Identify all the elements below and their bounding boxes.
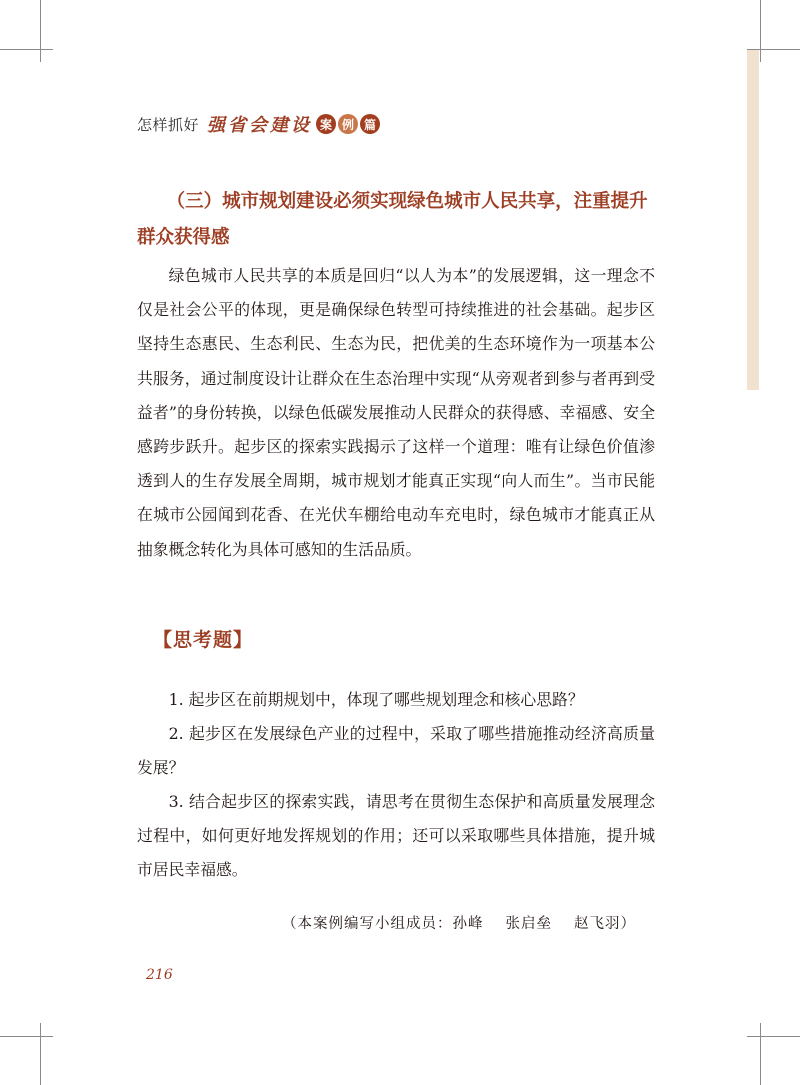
crop-mark xyxy=(0,49,53,50)
running-head xyxy=(137,110,380,138)
page-number: 216 xyxy=(146,967,173,983)
credits-member: 赵飞羽 xyxy=(574,916,621,932)
credits-member: 张启垒 xyxy=(505,916,552,932)
section-title: （三）城市规划建设必须实现绿色城市人民共享，注重提升群众获得感 xyxy=(137,191,648,248)
crop-mark xyxy=(760,1023,761,1085)
think-heading: 【思考题】 xyxy=(153,629,254,651)
question-item: 3. 结合起步区的探索实践，请思考在贯彻生态保护和高质量发展理念过程中，如何更好地发挥规划的作用；还可以采取哪些具体措施，提升城市居民幸福感。 xyxy=(137,792,655,880)
crop-mark xyxy=(0,1036,53,1037)
page-edge-color-strip xyxy=(747,50,759,390)
credits-prefix: （本案例编写小组成员： xyxy=(282,916,453,932)
running-head-badge: 例 xyxy=(338,114,358,134)
running-head-emphasis: 强省会建设 xyxy=(207,115,313,136)
running-head-badge: 案 xyxy=(316,114,336,134)
running-head-badge: 篇 xyxy=(360,114,380,134)
question-item: 1. 起步区在前期规划中，体现了哪些规划理念和核心思路？ xyxy=(168,690,584,709)
credits-member: 孙峰 xyxy=(452,916,484,932)
question-item: 2. 起步区在发展绿色产业的过程中，采取了哪些措施推动经济高质量发展？ xyxy=(137,724,655,778)
credits-suffix: ） xyxy=(620,916,636,932)
crop-mark xyxy=(40,0,41,62)
crop-mark xyxy=(40,1023,41,1085)
author-credits xyxy=(282,912,636,933)
running-head-prefix: 怎样抓好 xyxy=(137,115,200,134)
body-paragraph: 绿色城市人民共享的本质是回归“以人为本”的发展逻辑，这一理念不仅是社会公平的体现，更是确保绿色转型可持续推进的社会基础。起步区坚持生态惠民、生态利民、生态为民，把优美的生态环境作为一项基本公共服务，通过制度设计让群众在生态治理中实现“从旁观者到参与者再到受益者”的身份转换，以绿色低碳发展推动人民群众的获得感、幸福感、安全感跨步跃升。起步区的探索实践揭示了这样一个道理：唯有让绿色价值渗透到人的生存发展全周期，城市规划才能真正实现“向人而生”。当市民能在城市公园闻到花香、在光伏车棚给电动车充电时，绿色城市才能真正从抽象概念转化为具体可感知的生活品质。 xyxy=(137,266,655,559)
crop-mark xyxy=(760,0,761,62)
crop-mark xyxy=(747,1036,800,1037)
